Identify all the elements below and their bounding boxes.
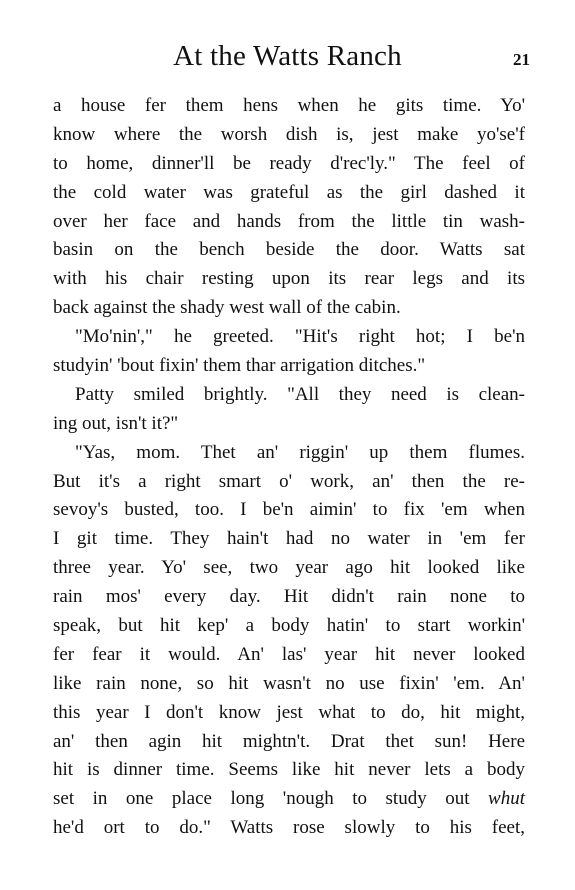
page-header [0, 40, 575, 80]
text-line: over her face and hands from the little tin wash- [53, 210, 525, 232]
running-title: At the Watts Ranch [173, 40, 402, 72]
text-line: fer fear it would. An' las' year hit never looked [53, 643, 525, 665]
text-line: to home, dinner'll be ready d'rec'ly." The feel of [53, 152, 525, 174]
text-line: ing out, isn't it?" [53, 412, 179, 434]
text-line: rain mos' every day. Hit didn't rain none to [53, 586, 525, 608]
text-line: speak, but hit kep' a body hatin' to start workin' [53, 615, 525, 637]
emphasized-word: whut [488, 788, 525, 810]
text-line: studyin' 'bout fixin' them thar arrigation ditches." [53, 355, 426, 377]
text-line: this year I don't know jest what to do, hit might, [53, 701, 525, 723]
text-segment: set in one place long 'nough to study out [53, 788, 470, 810]
text-line: I git time. They hain't had no water in 'em fer [53, 528, 525, 550]
body-text [53, 92, 525, 843]
text-line: an' then agin hit mightn't. Drat thet sun! Here [53, 730, 525, 752]
text-line: with his chair resting upon its rear legs and its [53, 268, 525, 290]
text-line: Patty smiled brightly. "All they need is clean- [75, 383, 525, 405]
text-line: back against the shady west wall of the cabin. [53, 297, 401, 319]
text-line: three year. Yo' see, two year ago hit looked like [53, 557, 525, 579]
text-line: "Yas, mom. Thet an' riggin' up them flumes. [75, 441, 525, 463]
text-line: sevoy's busted, too. I be'n aimin' to fix 'em when [53, 499, 525, 521]
text-line: a house fer them hens when he gits time. Yo' [53, 95, 525, 116]
text-line: the cold water was grateful as the girl dashed it [53, 181, 525, 203]
text-line [53, 785, 525, 814]
text-line: "Mo'nin'," he greeted. "Hit's right hot; I be'n [75, 326, 525, 348]
text-line: basin on the bench beside the door. Watts sat [53, 239, 525, 261]
text-line: like rain none, so hit wasn't no use fixin' 'em. An' [53, 672, 525, 694]
text-line: know where the worsh dish is, jest make yo'se'f [53, 123, 525, 145]
text-line: hit is dinner time. Seems like hit never lets a body [53, 759, 525, 781]
page-number: 21 [513, 50, 530, 69]
text-line: But it's a right smart o' work, an' then the re- [53, 470, 525, 492]
text-line: he'd ort to do." Watts rose slowly to his feet, [53, 817, 525, 839]
